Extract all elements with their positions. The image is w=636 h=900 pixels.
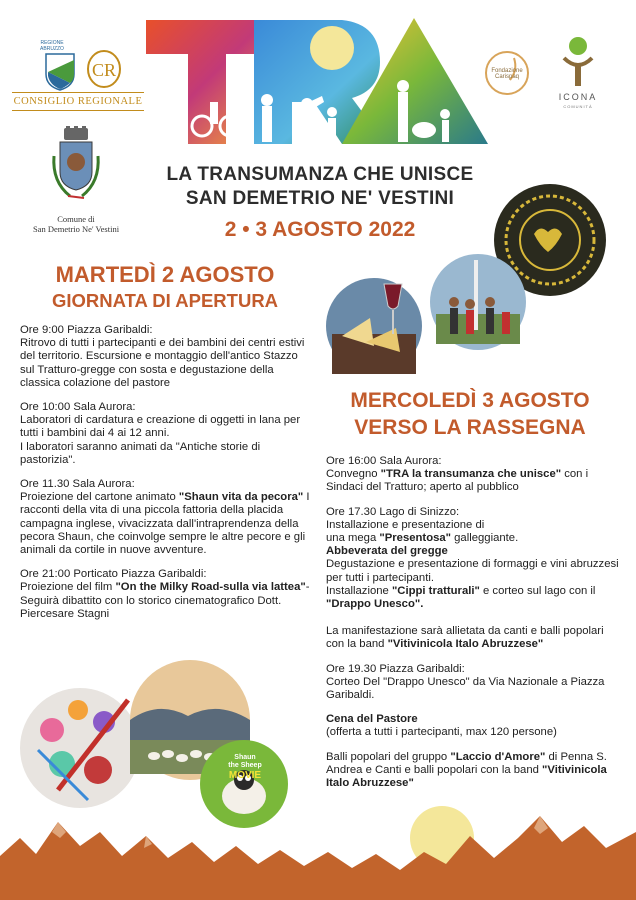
event — [326, 663, 622, 703]
shaun-title — [214, 754, 276, 781]
sun-icon — [310, 26, 354, 70]
event-highlight: "Presentosa" — [379, 532, 452, 545]
icona-subtitle: COMUNITÀ — [563, 104, 593, 109]
title-line-1: LA TRANSUMANZA CHE UNISCE — [166, 164, 474, 185]
event-text: Laboratori di cardatura e creazione di oggetti in lana per tutti i bambini dai 4 ai 12 anni. — [20, 414, 301, 440]
event-text: Ritrovo di tutti i partecipanti e dei bambini dei centri estivi del territorio. Escursione e montaggio dell'antico Stazzo sul Tratturo-gregge con sosta e degustazione della classica colazione del pastore — [20, 337, 305, 389]
event-text: Convegno — [326, 468, 381, 481]
event-time: Ore 21:00 Porticato Piazza Garibaldi: — [20, 568, 207, 581]
fondazione-label: Fondazione Carispaq — [491, 68, 523, 80]
tra-logo — [142, 14, 492, 164]
event-time: Ore 17.30 Lago di Sinizzo: — [326, 505, 460, 518]
day1-program — [20, 324, 312, 632]
tra-letter-t — [146, 20, 266, 144]
event — [20, 401, 312, 467]
event-text: una mega — [326, 532, 380, 545]
day2-program — [326, 455, 622, 801]
dancers-photo — [430, 254, 526, 350]
regione-label: REGIONE ABRUZZO — [40, 40, 64, 52]
mountains-footer — [0, 792, 636, 900]
event-text: di Penna S. Andrea e Canti e balli popolari con la band — [326, 750, 607, 776]
event-text: Proiezione del film — [20, 581, 116, 594]
event-text: I racconti della vita di una piccola fattoria della placida campagna inglese, vivacizzata dall'intraprendenza della pecora Shaun, che coinvolge sempre le altre pecore e gli animali da cortile in nuove avventure. — [20, 491, 310, 557]
photo-collage-top — [326, 180, 626, 380]
icona-logo-icon — [556, 36, 600, 90]
event-time: Ore 9:00 Piazza Garibaldi: — [20, 324, 153, 336]
svg-text:CR: CR — [91, 60, 117, 80]
comune-line-2: San Demetrio Ne' Vestini — [32, 224, 120, 234]
event-highlight: "Cippi tratturali" — [391, 584, 480, 597]
event-highlight: "TRA la transumanza che unisce" — [380, 468, 562, 481]
comune-crest-icon — [48, 126, 104, 210]
event — [20, 568, 312, 621]
event — [326, 713, 622, 739]
felt-craft-photo — [20, 688, 140, 808]
title-line-2: SAN DEMETRIO NE' VESTINI — [185, 188, 455, 209]
consiglio-regionale-logo — [12, 34, 144, 114]
shaun-line-3: MOVIE — [228, 770, 262, 781]
day1-heading: MARTEDÌ 2 AGOSTO — [55, 262, 275, 287]
event-highlight: "Drappo Unesco". — [326, 598, 424, 611]
event-time: Ore 16:00 Sala Aurora: — [326, 455, 442, 467]
event — [326, 506, 622, 612]
event-highlight: "Vitivinicola Italo Abruzzese" — [387, 638, 544, 651]
event — [20, 478, 312, 557]
event-text: Proiezione del cartone animato — [20, 491, 179, 504]
cr-monogram-icon — [84, 48, 124, 90]
shaun-line-1: Shaun — [234, 754, 256, 761]
event-text: Balli popolari del gruppo — [326, 750, 451, 763]
day1-subheading: GIORNATA DI APERTURA — [51, 290, 279, 311]
event-highlight: "Shaun vita da pecora" — [178, 491, 304, 504]
event — [20, 324, 312, 390]
comune-label — [24, 214, 128, 234]
event — [326, 751, 622, 791]
event-time: Ore 10:00 Sala Aurora: — [20, 401, 136, 414]
shaun-line-2: the Sheep — [228, 762, 262, 769]
event-text: Degustazione e presentazione di formaggi e vini abruzzesi per tutti i partecipanti. — [326, 558, 619, 584]
day2-heading: MERCOLEDÌ 3 AGOSTO — [350, 389, 590, 412]
event-time: Ore 19.30 Piazza Garibaldi: — [326, 662, 465, 675]
comune-line-1: Comune di — [57, 214, 95, 224]
abruzzo-emblem-icon — [42, 50, 78, 92]
event-text: Installazione e presentazione di — [326, 518, 485, 531]
event-highlight: Abbeverata del gregge — [326, 545, 448, 558]
event-text: (offerta a tutti i partecipanti, max 120 persone) — [326, 726, 557, 739]
event-text: Installazione — [326, 584, 392, 597]
event — [326, 625, 622, 651]
icona-name: ICONA — [558, 92, 598, 102]
event-highlight: "Laccio d'Amore" — [450, 750, 546, 763]
divider — [12, 110, 144, 111]
event-text: e corteo sul lago con il — [479, 584, 596, 597]
event-text: galleggiante. — [451, 532, 519, 545]
event-text: - Seguirà dibattito con lo storico cinematografico Dott. Piercesare Stagni — [20, 581, 310, 620]
event-time: Ore 11.30 Sala Aurora: — [20, 478, 135, 491]
event-highlight: "Vitivinicola Italo Abruzzese" — [326, 763, 607, 790]
consiglio-regionale-text: CONSIGLIO REGIONALE — [13, 96, 143, 107]
event-dates: 2 • 3 AGOSTO 2022 — [224, 218, 416, 241]
divider — [12, 92, 144, 93]
event-text: I laboratori saranno animati da "Antiche storie di pastorizia". — [20, 440, 261, 466]
day2-subheading: VERSO LA RASSEGNA — [354, 416, 586, 439]
event-highlight: "On the Milky Road-sulla via lattea" — [115, 581, 306, 594]
event-text: La manifestazione sarà allietata da canti e balli popolari con la band — [326, 625, 604, 651]
cheese-wine-photo — [326, 278, 422, 374]
event-text: Corteo Del "Drappo Unesco" da Via Nazionale a Piazza Garibaldi. — [326, 675, 605, 702]
event-highlight: Cena del Pastore — [326, 713, 418, 726]
event-text: con i Sindaci del Tratturo; aperto al pubblico — [326, 468, 589, 494]
event — [326, 455, 622, 495]
